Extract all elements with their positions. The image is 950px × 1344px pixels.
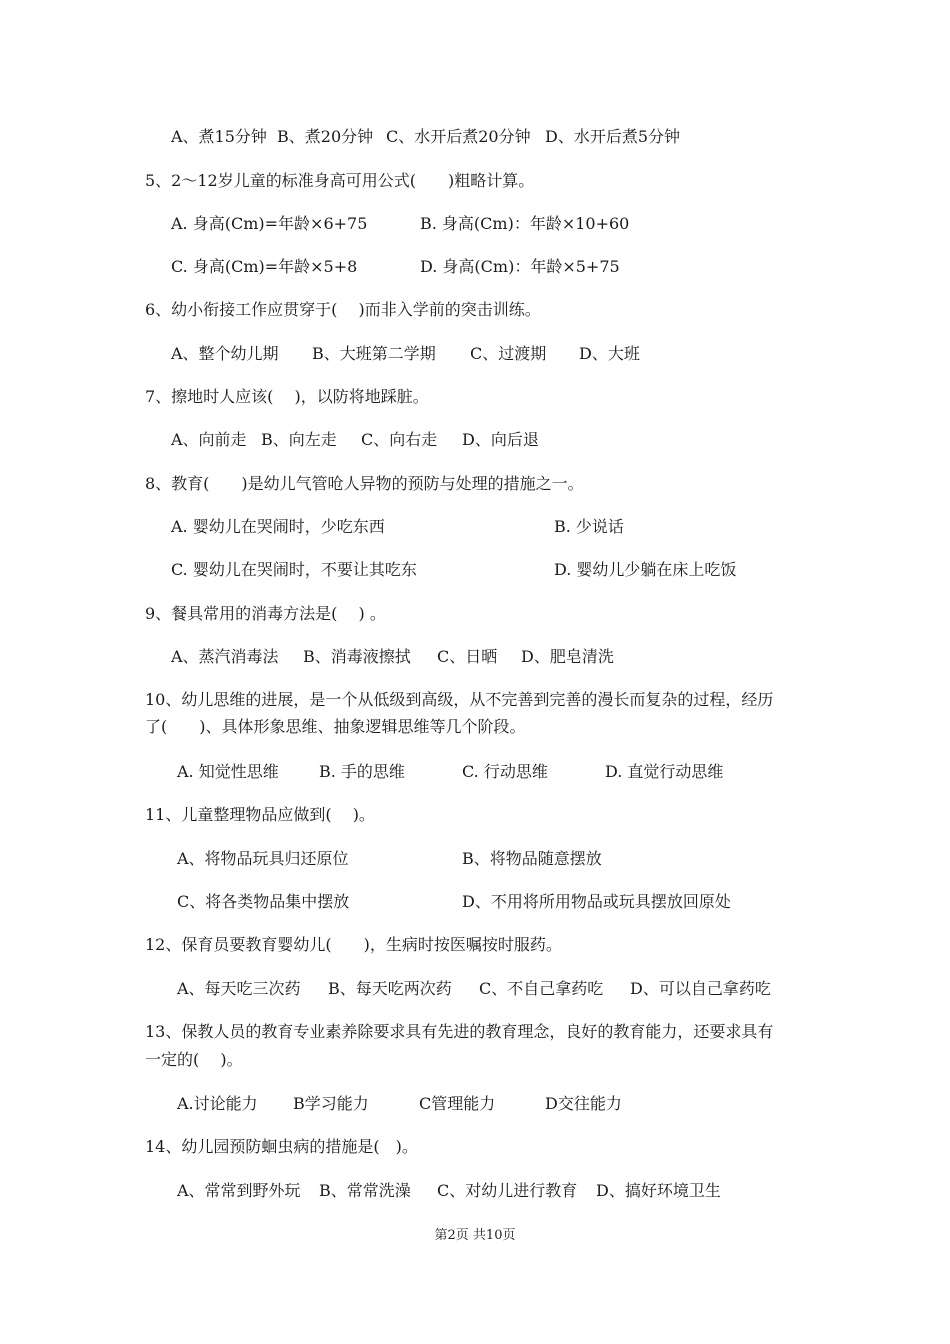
q7-option-b: B、向左走	[261, 430, 337, 449]
q12-stem: 12、保育员要教育婴幼儿( )，生病时按医嘱按时服药。	[145, 935, 562, 954]
q14-option-d: D、搞好环境卫生	[596, 1181, 721, 1200]
page-number-footer: 第2页 共10页	[434, 1228, 516, 1243]
q8-option-d: D. 婴幼儿少躺在床上吃饭	[554, 560, 737, 579]
q10-option-d: D. 直觉行动思维	[605, 762, 724, 781]
q7-option-d: D、向后退	[462, 430, 539, 449]
q10-stem-line1: 10、幼儿思维的进展，是一个从低级到高级，从不完善到完善的漫长而复杂的过程，经历	[145, 690, 774, 709]
q10-option-b: B. 手的思维	[319, 762, 405, 781]
q6-option-d: D、大班	[579, 344, 640, 363]
q7-option-c: C、向右走	[361, 430, 438, 449]
q4-option-b: B、煮20分钟	[277, 127, 374, 146]
q12-option-d: D、可以自己拿药吃	[630, 979, 771, 998]
q4-option-d: D、水开后煮5分钟	[545, 127, 681, 146]
q6-stem: 6、幼小衔接工作应贯穿于( )而非入学前的突击训练。	[145, 300, 541, 319]
q12-option-c: C、不自己拿药吃	[479, 979, 604, 998]
q10-option-a: A. 知觉性思维	[177, 762, 279, 781]
q9-stem: 9、餐具常用的消毒方法是( ) 。	[145, 604, 386, 623]
q10-option-c: C. 行动思维	[462, 762, 548, 781]
q6-option-a: A、整个幼儿期	[171, 344, 279, 363]
q14-option-b: B、常常洗澡	[319, 1181, 411, 1200]
q5-option-a: A. 身高(Cm)=年龄×6+75	[171, 214, 368, 233]
q13-option-a: A.讨论能力	[177, 1094, 258, 1113]
q4-option-c: C、水开后煮20分钟	[386, 127, 531, 146]
q7-option-a: A、向前走	[171, 430, 247, 449]
q9-option-b: B、消毒液擦拭	[303, 647, 411, 666]
q13-option-d: D交往能力	[545, 1094, 622, 1113]
q5-option-d: D. 身高(Cm)：年龄×5+75	[420, 257, 620, 276]
q11-option-b: B、将物品随意摆放	[462, 849, 602, 868]
q8-option-a: A. 婴幼儿在哭闹时，少吃东西	[171, 517, 385, 536]
q13-stem-line1: 13、保教人员的教育专业素养除要求具有先进的教育理念，良好的教育能力，还要求具有	[145, 1022, 774, 1041]
q13-option-c: C管理能力	[419, 1094, 496, 1113]
q11-stem: 11、儿童整理物品应做到( )。	[145, 805, 375, 824]
q12-option-b: B、每天吃两次药	[328, 979, 452, 998]
q5-option-c: C. 身高(Cm)=年龄×5+8	[171, 257, 358, 276]
q8-option-b: B. 少说话	[554, 517, 624, 536]
q14-option-a: A、常常到野外玩	[177, 1181, 301, 1200]
q8-option-c: C. 婴幼儿在哭闹时，不要让其吃东	[171, 560, 417, 579]
q9-option-a: A、蒸汽消毒法	[171, 647, 279, 666]
q5-option-b: B. 身高(Cm)：年龄×10+60	[420, 214, 630, 233]
q10-stem-line2: 了( )、具体形象思维、抽象逻辑思维等几个阶段。	[145, 717, 526, 736]
q6-option-c: C、过渡期	[470, 344, 547, 363]
q11-option-d: D、不用将所用物品或玩具摆放回原处	[462, 892, 731, 911]
q9-option-c: C、日晒	[437, 647, 498, 666]
q13-stem-line2: 一定的( )。	[145, 1050, 243, 1069]
q11-option-a: A、将物品玩具归还原位	[177, 849, 349, 868]
q13-option-b: B学习能力	[293, 1094, 369, 1113]
q12-option-a: A、每天吃三次药	[177, 979, 301, 998]
q8-stem: 8、教育( )是幼儿气管呛人异物的预防与处理的措施之一。	[145, 474, 584, 493]
q9-option-d: D、肥皂清洗	[521, 647, 614, 666]
q4-option-a: A、煮15分钟	[171, 127, 267, 146]
q11-option-c: C、将各类物品集中摆放	[177, 892, 350, 911]
q6-option-b: B、大班第二学期	[312, 344, 436, 363]
q5-stem: 5、2～12岁儿童的标准身高可用公式( )粗略计算。	[145, 171, 535, 190]
q14-stem: 14、幼儿园预防蛔虫病的措施是( )。	[145, 1137, 418, 1156]
q7-stem: 7、擦地时人应该( )，以防将地踩脏。	[145, 387, 429, 406]
q14-option-c: C、对幼儿进行教育	[437, 1181, 578, 1200]
